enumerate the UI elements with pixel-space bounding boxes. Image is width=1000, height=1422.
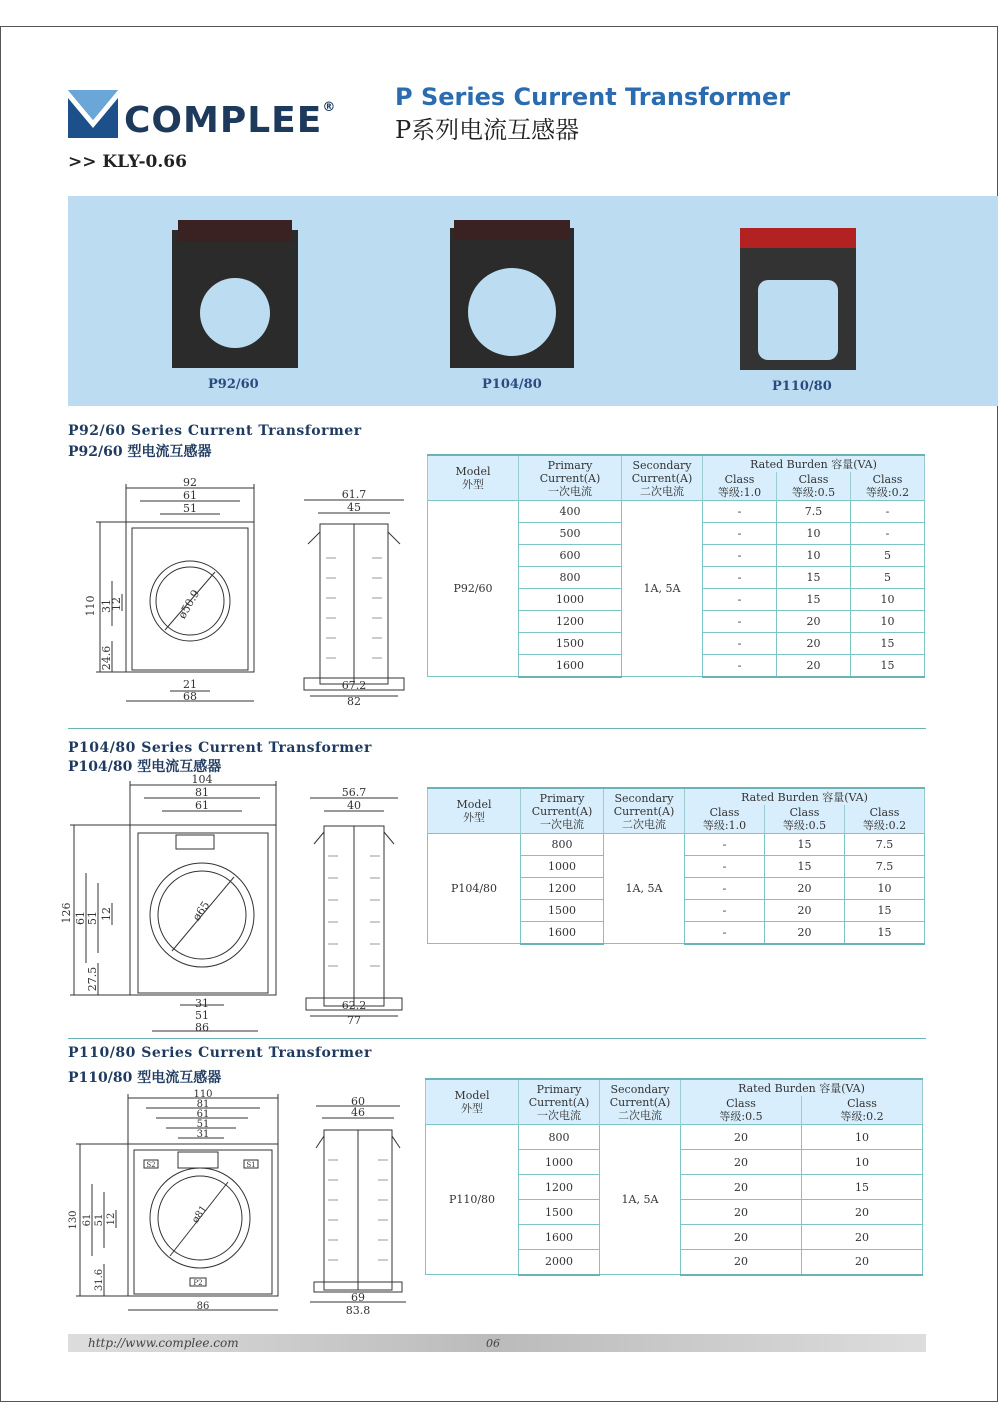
product-p92-60-image (172, 220, 298, 368)
secondary-cell: 1A, 5A (600, 1125, 681, 1275)
dim-label: 56.7 (341, 786, 367, 799)
page-title-cn: P系列电流互感器 (395, 116, 580, 144)
dim-label: 31 (195, 997, 209, 1010)
table-cell: 400 (519, 501, 622, 523)
dim-label: 51 (86, 911, 99, 925)
secondary-cell: 1A, 5A (622, 501, 703, 677)
dim-label: ø50.9 (175, 587, 203, 621)
table-cell: 1600 (519, 655, 622, 677)
dim-label: 61 (82, 1213, 93, 1227)
table-cell: 15 (851, 633, 925, 655)
spec-table-p104-80 (427, 787, 925, 945)
table-cell: 15 (802, 1175, 923, 1200)
section-divider (68, 728, 926, 729)
dim-label: 62.2 (341, 999, 367, 1012)
table-cell: 5 (851, 545, 925, 567)
p92-60-side-drawing (296, 488, 412, 708)
table-cell: 15 (851, 655, 925, 677)
dim-label: 104 (191, 773, 213, 786)
dim-label: 92 (183, 476, 197, 489)
header-secondary: Secondary Current(A) 二次电流 (622, 455, 703, 501)
section-divider (68, 1038, 926, 1039)
table-cell: - (851, 501, 925, 523)
table-cell: 20 (777, 633, 851, 655)
table-cell: 1600 (519, 1225, 600, 1250)
header-class: Class 等级:0.5 (777, 472, 851, 501)
page-title-en: P Series Current Transformer (395, 83, 791, 111)
dim-label: 61 (195, 799, 209, 812)
table-cell: 20 (681, 1175, 802, 1200)
table-cell: - (685, 834, 765, 856)
header-class: Class 等级:1.0 (685, 805, 765, 834)
dim-label: 82 (347, 695, 361, 708)
table-cell: 5 (851, 567, 925, 589)
p110-80-front-drawing (66, 1088, 290, 1316)
table-cell: 1500 (519, 633, 622, 655)
table-cell: 7.5 (845, 834, 925, 856)
product-banner (68, 196, 998, 406)
page-number: 06 (486, 1337, 500, 1350)
header-model: Model 外型 (428, 455, 519, 501)
table-cell: 7.5 (845, 856, 925, 878)
dim-label: 61 (74, 911, 87, 925)
section-title-cn: P110/80 型电流互感器 (68, 1070, 222, 1086)
brand-name: COMPLEE® (124, 100, 337, 141)
header-model: Model 外型 (426, 1079, 519, 1125)
table-cell: 20 (681, 1150, 802, 1175)
model-cell: P104/80 (428, 834, 521, 944)
complee-logo-icon (68, 90, 118, 138)
dim-label: 81 (195, 786, 209, 799)
table-cell: 15 (845, 900, 925, 922)
header-class: Class 等级:0.5 (765, 805, 845, 834)
table-cell: - (685, 856, 765, 878)
table-cell: 10 (802, 1125, 923, 1150)
table-cell: 20 (681, 1250, 802, 1275)
header-secondary: Secondary Current(A) 二次电流 (600, 1079, 681, 1125)
p110-80-side-drawing (300, 1096, 416, 1316)
table-cell: - (685, 922, 765, 944)
table-cell: 20 (802, 1225, 923, 1250)
dim-label: 68 (183, 690, 197, 703)
table-cell: - (703, 501, 777, 523)
table-cell: 15 (765, 856, 845, 878)
dim-label: 86 (195, 1021, 209, 1034)
spec-table-p110-80 (425, 1078, 923, 1276)
header-class: Class 等级:0.5 (681, 1096, 802, 1125)
dim-label: 130 (68, 1210, 79, 1230)
product-label: P110/80 (772, 379, 832, 394)
table-cell: 7.5 (777, 501, 851, 523)
dim-label: 31.6 (94, 1268, 105, 1292)
section-title-cn: P104/80 型电流互感器 (68, 759, 222, 775)
table-cell: 1200 (519, 1175, 600, 1200)
dim-label: 126 (60, 902, 73, 924)
dim-label: 27.5 (86, 966, 99, 992)
spec-table-p92-60 (427, 454, 925, 678)
table-cell: 1600 (521, 922, 604, 944)
table-cell: 20 (681, 1200, 802, 1225)
dim-label: 110 (193, 1089, 213, 1100)
dim-label: 51 (183, 502, 197, 515)
header-burden: Rated Burden 容量(VA) (685, 788, 925, 805)
product-p110-80-image (740, 228, 856, 370)
section-title-en: P104/80 Series Current Transformer (68, 740, 372, 756)
header-class: Class 等级:1.0 (703, 472, 777, 501)
dim-label: ø81 (190, 1203, 210, 1226)
header-class: Class 等级:0.2 (845, 805, 925, 834)
dim-label: 61 (196, 1109, 210, 1120)
footer-url-link[interactable]: http://www.complee.com (88, 1336, 239, 1350)
table-cell: - (703, 545, 777, 567)
section-title-en: P110/80 Series Current Transformer (68, 1045, 372, 1061)
table-cell: - (703, 567, 777, 589)
terminal-label: P2 (193, 1279, 203, 1287)
dim-label: 67.2 (341, 679, 367, 692)
table-cell: 20 (765, 878, 845, 900)
product-label: P104/80 (482, 377, 542, 392)
dim-label: 12 (100, 907, 113, 921)
table-cell: 10 (802, 1150, 923, 1175)
dim-label: 24.6 (100, 645, 113, 671)
table-cell: - (685, 878, 765, 900)
dim-label: 21 (183, 678, 197, 691)
table-cell: 1000 (519, 589, 622, 611)
table-cell: 1000 (521, 856, 604, 878)
table-cell: 15 (777, 589, 851, 611)
model-cell: P92/60 (428, 501, 519, 677)
table-cell: - (703, 655, 777, 677)
table-cell: 10 (777, 545, 851, 567)
table-cell: - (703, 589, 777, 611)
dim-label: 45 (347, 501, 361, 514)
dim-label: 61.7 (341, 488, 367, 501)
table-cell: 15 (765, 834, 845, 856)
header-primary: Primary Current(A) 一次电流 (519, 455, 622, 501)
table-cell: 1500 (521, 900, 604, 922)
table-cell: 600 (519, 545, 622, 567)
dim-label: 31 (100, 599, 113, 613)
table-cell: 20 (777, 611, 851, 633)
table-cell: 20 (802, 1200, 923, 1225)
section-title-en: P92/60 Series Current Transformer (68, 423, 362, 439)
table-cell: 1500 (519, 1200, 600, 1225)
table-cell: 1200 (519, 611, 622, 633)
header-burden: Rated Burden 容量(VA) (703, 455, 925, 472)
table-cell: 800 (519, 567, 622, 589)
table-cell: 20 (765, 922, 845, 944)
table-cell: 800 (519, 1125, 600, 1150)
dim-label: 86 (196, 1301, 210, 1312)
header-secondary: Secondary Current(A) 二次电流 (604, 788, 685, 834)
dim-label: 51 (195, 1009, 209, 1022)
dim-label: 51 (94, 1213, 105, 1227)
p92-60-front-drawing (80, 476, 280, 708)
table-cell: 20 (681, 1125, 802, 1150)
secondary-cell: 1A, 5A (604, 834, 685, 944)
table-cell: 10 (851, 589, 925, 611)
dim-label: ø65 (189, 898, 213, 924)
dim-label: 61 (183, 489, 197, 502)
table-cell: 15 (845, 922, 925, 944)
table-cell: 2000 (519, 1250, 600, 1275)
header-primary: Primary Current(A) 一次电流 (519, 1079, 600, 1125)
terminal-label: S1 (246, 1161, 256, 1169)
dim-label: 69 (351, 1291, 365, 1304)
product-label: P92/60 (208, 377, 259, 392)
table-cell: - (703, 523, 777, 545)
table-cell: 1000 (519, 1150, 600, 1175)
header-model: Model 外型 (428, 788, 521, 834)
dim-label: 46 (351, 1106, 365, 1119)
dim-label: 77 (347, 1014, 361, 1027)
table-cell: 800 (521, 834, 604, 856)
dim-label: 40 (347, 799, 361, 812)
model-cell: P110/80 (426, 1125, 519, 1275)
dim-label: 81 (196, 1099, 210, 1110)
section-title-cn: P92/60 型电流互感器 (68, 444, 212, 460)
header-burden: Rated Burden 容量(VA) (681, 1079, 923, 1096)
p104-80-side-drawing (296, 786, 412, 1026)
table-cell: - (703, 611, 777, 633)
dim-label: 110 (84, 595, 97, 617)
dim-label: 83.8 (345, 1304, 371, 1317)
product-p104-80-image (450, 220, 574, 368)
dim-label: 60 (351, 1095, 365, 1108)
table-cell: 20 (777, 655, 851, 677)
model-line: >> KLY-0.66 (68, 152, 187, 172)
terminal-label: S2 (146, 1161, 156, 1169)
table-cell: 20 (765, 900, 845, 922)
dim-label: 12 (106, 1212, 117, 1226)
table-cell: 20 (681, 1225, 802, 1250)
table-cell: 15 (777, 567, 851, 589)
table-cell: - (851, 523, 925, 545)
dim-label: 31 (196, 1129, 210, 1140)
table-cell: 1200 (521, 878, 604, 900)
table-cell: 500 (519, 523, 622, 545)
table-cell: 10 (851, 611, 925, 633)
table-cell: - (685, 900, 765, 922)
table-cell: 10 (777, 523, 851, 545)
dim-label: 51 (196, 1119, 210, 1130)
header-primary: Primary Current(A) 一次电流 (521, 788, 604, 834)
table-cell: - (703, 633, 777, 655)
header-class: Class 等级:0.2 (851, 472, 925, 501)
header-class: Class 等级:0.2 (802, 1096, 923, 1125)
table-cell: 10 (845, 878, 925, 900)
p104-80-front-drawing (62, 773, 286, 1035)
dim-label: 12 (110, 597, 123, 611)
table-cell: 20 (802, 1250, 923, 1275)
